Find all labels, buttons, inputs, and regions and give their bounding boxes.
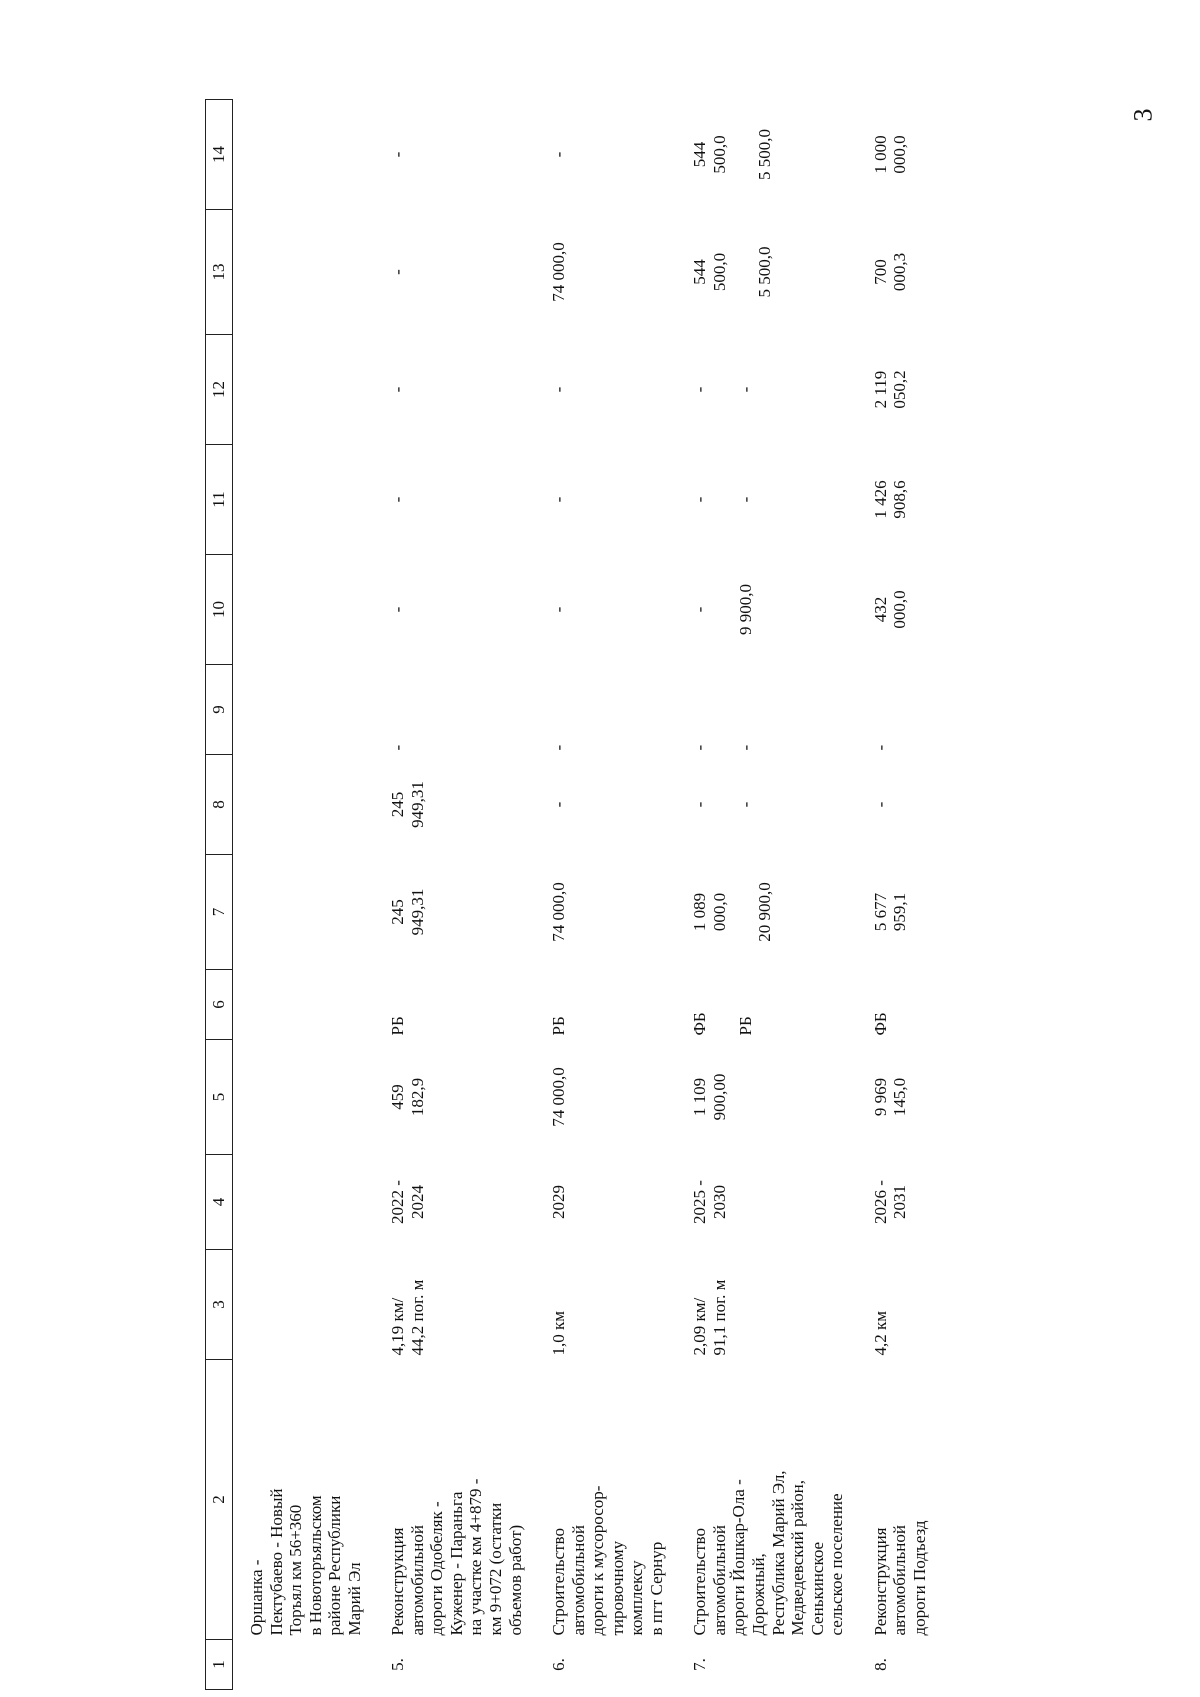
- cell-value: РБ: [388, 1016, 408, 1036]
- cell-c10: [535, 555, 676, 665]
- name-line: дороги Подъезд: [909, 1520, 929, 1636]
- column-header-13: 13: [206, 210, 233, 335]
- name-line: Дорожный,: [749, 1553, 769, 1636]
- column-header-7: 7: [206, 855, 233, 970]
- cell-subvalue: -: [735, 801, 755, 808]
- cell-c6: [857, 970, 940, 1040]
- column-header-10: 10: [206, 555, 233, 665]
- cell-value: 2031: [890, 1185, 910, 1219]
- name-line: Марий Эл: [344, 1562, 364, 1636]
- cell-c13: [535, 210, 676, 335]
- name-line: районе Республики: [325, 1495, 345, 1636]
- row-number: [233, 1640, 375, 1690]
- cell-value: 74 000,0: [549, 1067, 569, 1127]
- cell-value: -: [388, 386, 408, 393]
- name-line: Медведевский район,: [788, 1480, 808, 1636]
- column-header-8: 8: [206, 755, 233, 855]
- cell-c8: [374, 755, 535, 855]
- cell-c9: [676, 665, 856, 755]
- cell-value: 459: [388, 1084, 408, 1110]
- cell-value: 050,2: [890, 370, 910, 409]
- cell-c4: [676, 1155, 856, 1250]
- rotated-table-area: [205, 100, 1025, 1690]
- row-number: 7.: [690, 1658, 710, 1671]
- name-line: дороги Йошкар-Ола -: [729, 1479, 749, 1636]
- cell-subvalue: 5 500,0: [755, 246, 775, 298]
- cell-value: 9 969: [870, 1077, 890, 1117]
- cell-value: 000,0: [890, 135, 910, 174]
- cell-c8: [676, 755, 856, 855]
- cell-c7: [676, 855, 856, 970]
- cell-c3: [233, 1250, 375, 1360]
- name-line: тировочному: [607, 1540, 627, 1636]
- cell-value: -: [549, 744, 569, 751]
- column-header-9: 9: [206, 665, 233, 755]
- name-line: дороги Одобеляк -: [427, 1501, 447, 1636]
- cell-c3: [676, 1250, 856, 1360]
- cell-c4: [535, 1155, 676, 1250]
- cell-value: -: [388, 606, 408, 613]
- cell-c9: [233, 665, 375, 755]
- cell-value: ФБ: [870, 1012, 890, 1036]
- name-line: автомобильной: [890, 1525, 910, 1636]
- cell-c6: [535, 970, 676, 1040]
- cell-value: -: [388, 744, 408, 751]
- cell-c4: [857, 1155, 940, 1250]
- cell-value: -: [388, 151, 408, 158]
- cell-subvalue: -: [735, 386, 755, 393]
- column-header-11: 11: [206, 445, 233, 555]
- cell-value: 959,1: [890, 892, 910, 932]
- cell-value: 000,3: [890, 252, 910, 292]
- cell-c14: [676, 100, 856, 210]
- page-number: 3: [1128, 108, 1158, 122]
- cell-c10: [374, 555, 535, 665]
- cell-value: 1 426: [870, 480, 890, 519]
- column-header-2: 2: [206, 1360, 233, 1640]
- cell-value: ФБ: [690, 1012, 710, 1036]
- cell-value: -: [549, 496, 569, 503]
- table-body: [233, 100, 940, 1690]
- row-number: 6.: [549, 1658, 569, 1671]
- name-line: на участке км 4+879 -: [466, 1478, 486, 1636]
- table-row: [857, 100, 940, 1690]
- cell-c9: [374, 665, 535, 755]
- cell-c6: [676, 970, 856, 1040]
- cell-value: 91,1 пог. м: [709, 1279, 729, 1356]
- cell-subvalue: 5 500,0: [755, 129, 775, 180]
- cell-c13: [233, 210, 375, 335]
- cell-c3: [857, 1250, 940, 1360]
- cell-value: -: [870, 801, 890, 808]
- cell-c10: [233, 555, 375, 665]
- cell-c10: [857, 555, 940, 665]
- object-name: [233, 1360, 375, 1640]
- cell-c8: [233, 755, 375, 855]
- cell-c12: [857, 335, 940, 445]
- cell-c4: [374, 1155, 535, 1250]
- cell-value: -: [690, 386, 710, 393]
- cell-c11: [535, 445, 676, 555]
- cell-c4: [233, 1155, 375, 1250]
- name-line: в Новоторъяльском: [305, 1495, 325, 1636]
- cell-c5: [676, 1040, 856, 1155]
- cell-value: 145,0: [890, 1077, 910, 1117]
- cell-c9: [857, 665, 940, 755]
- cell-c14: [535, 100, 676, 210]
- cell-c11: [233, 445, 375, 555]
- investment-table: [205, 99, 939, 1690]
- table-row: [535, 100, 676, 1690]
- cell-value: 4,2 км: [870, 1310, 890, 1356]
- cell-c8: [857, 755, 940, 855]
- cell-value: 2029: [549, 1185, 569, 1219]
- row-number: 8.: [870, 1658, 890, 1671]
- cell-value: 1 089: [690, 892, 710, 932]
- cell-c11: [374, 445, 535, 555]
- cell-c14: [857, 100, 940, 210]
- cell-subvalue: -: [735, 744, 755, 751]
- cell-value: 908,6: [890, 480, 910, 519]
- cell-c10: [676, 555, 856, 665]
- cell-value: 544: [690, 259, 710, 285]
- name-line: объемов работ): [505, 1524, 525, 1636]
- column-header-6: 6: [206, 970, 233, 1040]
- name-line: Куженер - Параньга: [446, 1491, 466, 1636]
- cell-value: 2025 -: [690, 1180, 710, 1224]
- cell-c12: [374, 335, 535, 445]
- cell-c3: [374, 1250, 535, 1360]
- cell-c7: [857, 855, 940, 970]
- column-header-4: 4: [206, 1155, 233, 1250]
- cell-c6: [374, 970, 535, 1040]
- cell-c7: [535, 855, 676, 970]
- name-line: Строительство: [690, 1528, 710, 1636]
- cell-c13: [374, 210, 535, 335]
- cell-value: 2022 -: [388, 1180, 408, 1224]
- cell-value: 2024: [407, 1185, 427, 1219]
- cell-value: 949,31: [407, 888, 427, 936]
- cell-value: РБ: [549, 1016, 569, 1036]
- table-row: [233, 100, 375, 1690]
- name-line: Реконструкция: [870, 1527, 890, 1636]
- cell-value: -: [388, 496, 408, 503]
- cell-c12: [233, 335, 375, 445]
- column-header-12: 12: [206, 335, 233, 445]
- cell-c7: [374, 855, 535, 970]
- cell-c11: [676, 445, 856, 555]
- name-line: дороги к мусоросор-: [588, 1485, 608, 1636]
- cell-value: -: [388, 269, 408, 275]
- cell-value: 1 109: [690, 1077, 710, 1117]
- name-line: Пектубаево - Новый: [266, 1488, 286, 1636]
- cell-c14: [374, 100, 535, 210]
- name-line: Торъял км 56+360: [286, 1504, 306, 1636]
- column-header-14: 14: [206, 100, 233, 210]
- cell-value: 544: [690, 141, 710, 168]
- cell-value: 4,19 км/: [388, 1297, 408, 1356]
- cell-value: -: [549, 606, 569, 613]
- row-number: 5.: [388, 1658, 408, 1671]
- cell-value: 245: [388, 791, 408, 818]
- cell-value: -: [549, 386, 569, 393]
- cell-value: 182,9: [407, 1077, 427, 1117]
- cell-value: -: [690, 801, 710, 808]
- cell-c12: [535, 335, 676, 445]
- cell-value: -: [690, 606, 710, 613]
- name-line: комплексу: [627, 1560, 647, 1636]
- name-line: Оршанка -: [247, 1559, 266, 1636]
- cell-value: -: [549, 801, 569, 808]
- cell-c9: [535, 665, 676, 755]
- cell-c12: [676, 335, 856, 445]
- cell-value: 44,2 пог. м: [407, 1279, 427, 1356]
- column-header-5: 5: [206, 1040, 233, 1155]
- cell-c3: [535, 1250, 676, 1360]
- cell-c8: [535, 755, 676, 855]
- cell-c13: [857, 210, 940, 335]
- cell-value: 245: [388, 899, 408, 925]
- cell-value: 500,0: [709, 135, 729, 174]
- cell-c11: [857, 445, 940, 555]
- column-header-1: 1: [206, 1640, 233, 1690]
- cell-c13: [676, 210, 856, 335]
- cell-value: 432: [870, 596, 890, 623]
- cell-c14: [233, 100, 375, 210]
- cell-value: 2026 -: [870, 1180, 890, 1224]
- cell-value: 900,00: [709, 1073, 729, 1121]
- cell-value: 700: [870, 259, 890, 285]
- name-line: сельское поселение: [827, 1493, 847, 1636]
- name-line: Сенькинское: [807, 1541, 827, 1636]
- cell-value: 2,09 км/: [690, 1297, 710, 1356]
- object-name: [857, 1360, 940, 1640]
- cell-value: 5 677: [870, 892, 890, 932]
- name-line: Республика Марий Эл,: [768, 1470, 788, 1636]
- cell-subvalue: -: [735, 496, 755, 503]
- object-name: [374, 1360, 535, 1640]
- column-header-3: 3: [206, 1250, 233, 1360]
- cell-value: 2030: [709, 1185, 729, 1219]
- object-name: [535, 1360, 676, 1640]
- table-row: [374, 100, 535, 1690]
- name-line: Реконструкция: [388, 1527, 408, 1636]
- cell-value: 74 000,0: [549, 242, 569, 302]
- cell-value: 1 000: [870, 135, 890, 174]
- cell-subvalue: 9 900,0: [735, 584, 755, 635]
- cell-subvalue: РБ: [735, 1016, 755, 1036]
- cell-value: 74 000,0: [549, 882, 569, 942]
- table-row: [676, 100, 856, 1690]
- name-line: автомобильной: [407, 1525, 427, 1636]
- name-line: автомобильной: [709, 1525, 729, 1636]
- cell-value: -: [549, 151, 569, 158]
- cell-c5: [374, 1040, 535, 1155]
- cell-value: 949,31: [407, 781, 427, 828]
- cell-c6: [233, 970, 375, 1040]
- name-line: автомобильной: [568, 1525, 588, 1636]
- object-name: [676, 1360, 856, 1640]
- cell-c5: [535, 1040, 676, 1155]
- name-line: км 9+072 (остатки: [486, 1502, 506, 1636]
- cell-c5: [857, 1040, 940, 1155]
- cell-value: 000,0: [709, 892, 729, 932]
- cell-value: -: [690, 496, 710, 503]
- cell-value: -: [870, 744, 890, 751]
- cell-subvalue: 20 900,0: [755, 882, 775, 942]
- cell-c5: [233, 1040, 375, 1155]
- table-header: [206, 100, 233, 1690]
- cell-c7: [233, 855, 375, 970]
- cell-value: 500,0: [709, 252, 729, 292]
- name-line: в пгт Сернур: [646, 1541, 666, 1636]
- cell-value: 1,0 км: [549, 1310, 569, 1356]
- name-line: Строительство: [549, 1528, 569, 1636]
- cell-value: 000,0: [890, 590, 910, 629]
- cell-value: 2 119: [870, 370, 890, 409]
- cell-value: -: [690, 744, 710, 751]
